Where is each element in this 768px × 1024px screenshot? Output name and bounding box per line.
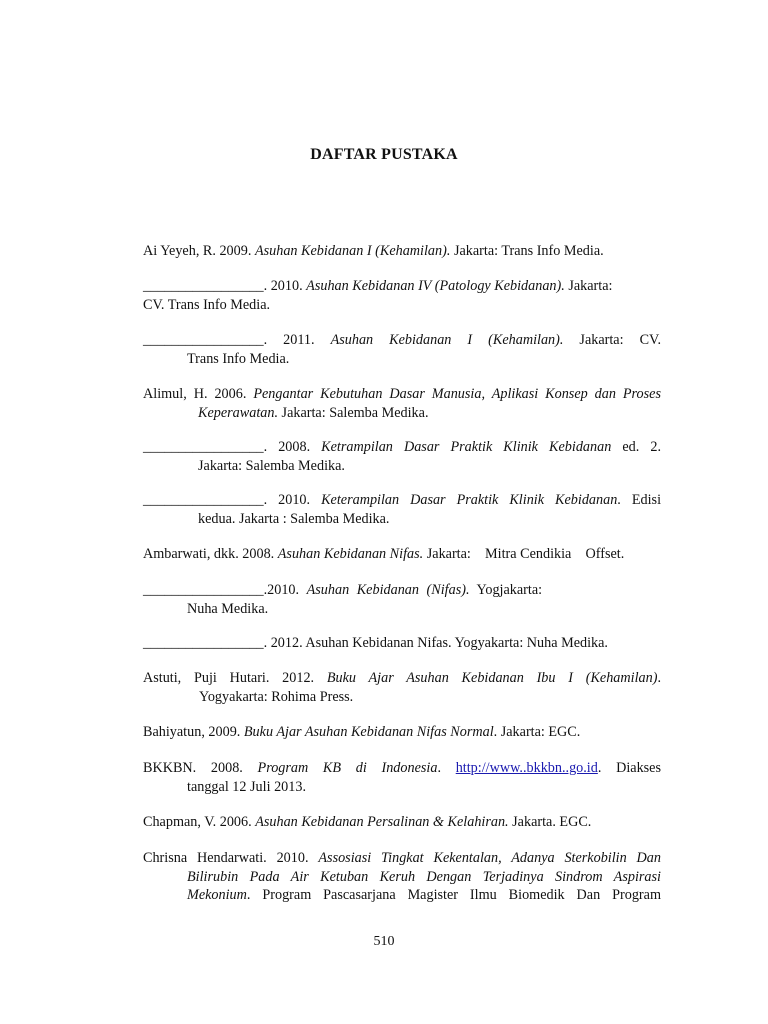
reference-entry xyxy=(143,491,661,528)
reference-line: BKKBN. 2008. Program KB di Indonesia. http://www..bkkbn..go.id. Diakses xyxy=(143,760,662,776)
reference-line: _________________.2010. Asuhan Kebidanan (Nifas). Yogjakarta: xyxy=(143,582,543,598)
reference-entry xyxy=(143,759,661,796)
reference-entry xyxy=(143,545,661,564)
reference-entry xyxy=(143,331,661,368)
reference-continuation: Nuha Medika. xyxy=(187,600,269,617)
reference-line: Bahiyatun, 2009. Buku Ajar Asuhan Kebidanan Nifas Normal. Jakarta: EGC. xyxy=(143,724,581,740)
reference-line: _________________. 2012. Asuhan Kebidanan Nifas. Yogyakarta: Nuha Medika. xyxy=(143,635,608,651)
reference-line: _________________. 2011. Asuhan Kebidanan I (Kehamilan). Jakarta: CV. xyxy=(143,332,661,348)
reference-entry xyxy=(143,813,661,832)
reference-entry xyxy=(143,723,661,742)
reference-entry xyxy=(143,849,661,905)
reference-continuation: CV. Trans Info Media. xyxy=(143,296,271,313)
reference-continuation: Bilirubin Pada Air Ketuban Keruh Dengan Terjadinya Sindrom Aspirasi xyxy=(187,868,661,885)
reference-line: Ambarwati, dkk. 2008. Asuhan Kebidanan Nifas. Jakarta: Mitra Cendikia Offset. xyxy=(143,546,625,562)
page-number: 510 xyxy=(373,934,395,949)
reference-continuation: Yogyakarta: Rohima Press. xyxy=(199,688,354,705)
reference-entry xyxy=(143,277,661,314)
reference-continuation: Trans Info Media. xyxy=(187,350,290,367)
reference-line: Ai Yeyeh, R. 2009. Asuhan Kebidanan I (Kehamilan). Jakarta: Trans Info Media. xyxy=(143,243,604,259)
reference-entry xyxy=(143,438,661,475)
bkkbn-link[interactable]: http://www..bkkbn..go.id xyxy=(455,760,598,776)
reference-line: Chrisna Hendarwati. 2010. Assosiasi Tingkat Kekentalan, Adanya Sterkobilin Dan xyxy=(143,850,661,866)
reference-line: Chapman, V. 2006. Asuhan Kebidanan Persalinan & Kelahiran. Jakarta. EGC. xyxy=(143,814,592,830)
reference-entry xyxy=(143,581,661,618)
reference-line: _________________. 2010. Asuhan Kebidanan IV (Patology Kebidanan). Jakarta: xyxy=(143,278,613,294)
reference-entry xyxy=(143,242,661,261)
reference-entry xyxy=(143,634,661,653)
reference-line: _________________. 2010. Keterampilan Dasar Praktik Klinik Kebidanan. Edisi xyxy=(143,492,662,508)
reference-continuation: Keperawatan. Jakarta: Salemba Medika. xyxy=(198,404,429,421)
reference-line: Astuti, Puji Hutari. 2012. Buku Ajar Asuhan Kebidanan Ibu I (Kehamilan). xyxy=(143,670,661,686)
reference-line: _________________. 2008. Ketrampilan Dasar Praktik Klinik Kebidanan ed. 2. xyxy=(143,439,661,455)
reference-line: Alimul, H. 2006. Pengantar Kebutuhan Dasar Manusia, Aplikasi Konsep dan Proses xyxy=(143,386,661,402)
reference-continuation: Jakarta: Salemba Medika. xyxy=(198,457,345,474)
reference-continuation: Mekonium. Program Pascasarjana Magister Ilmu Biomedik Dan Program xyxy=(187,887,661,903)
page-title: DAFTAR PUSTAKA xyxy=(310,146,458,163)
reference-continuation: kedua. Jakarta : Salemba Medika. xyxy=(198,510,390,527)
reference-continuation: tanggal 12 Juli 2013. xyxy=(187,778,307,795)
reference-entry xyxy=(143,669,661,706)
reference-entry xyxy=(143,385,661,422)
